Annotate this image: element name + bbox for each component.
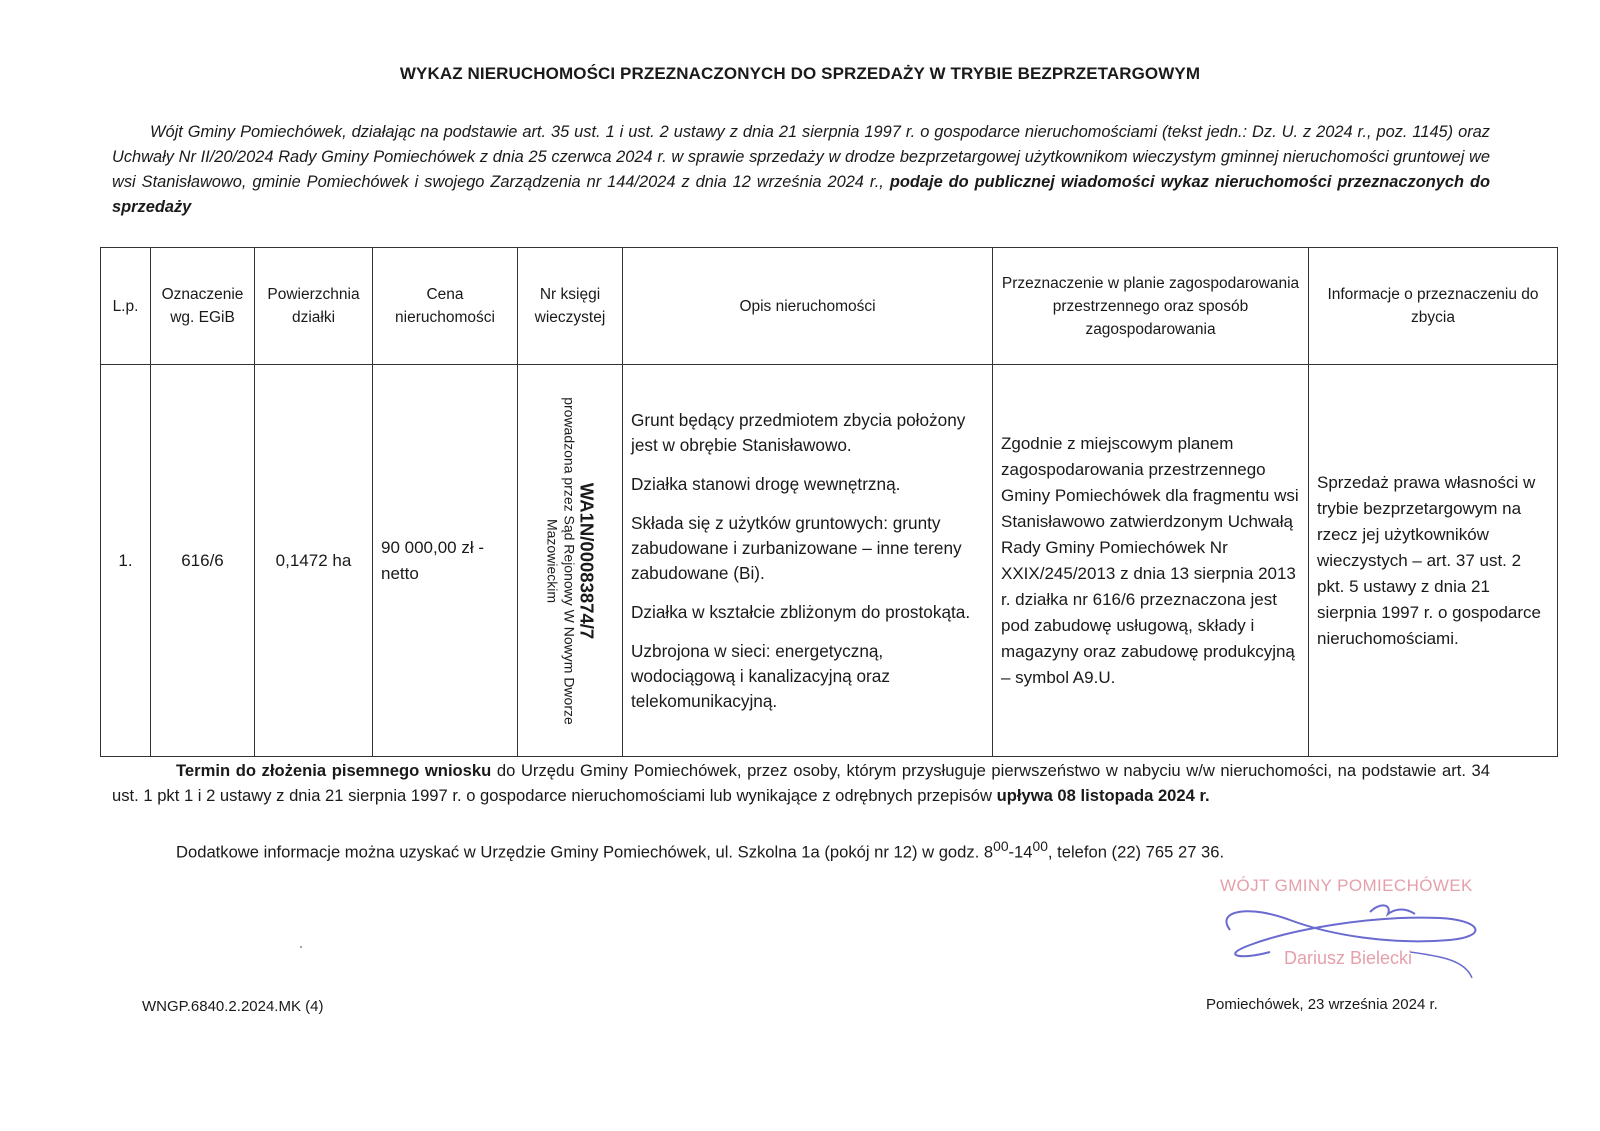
header-egib: Oznaczenie wg. EGiB bbox=[151, 248, 255, 365]
cell-kw bbox=[518, 365, 623, 757]
description-line: Składa się z użytków gruntowych: grunty zabudowane i zurbanizowane – inne tereny zabudowane (Bi). bbox=[631, 512, 962, 583]
place-date: Pomiechówek, 23 września 2024 r. bbox=[1206, 996, 1438, 1013]
description-line: Grunt będący przedmiotem zbycia położony jest w obrębie Stanisławowo. bbox=[631, 409, 966, 455]
contact-dash: -14 bbox=[1008, 842, 1033, 862]
contact-sup-start: 00 bbox=[993, 838, 1009, 854]
header-kw: Nr księgi wieczystej bbox=[518, 248, 623, 365]
header-lp: L.p. bbox=[101, 248, 151, 365]
header-desc: Opis nieruchomości bbox=[623, 248, 993, 365]
cell-egib: 616/6 bbox=[151, 365, 255, 757]
cell-lp: 1. bbox=[101, 365, 151, 757]
contact-text-start: Dodatkowe informacje można uzyskać w Urzędzie Gminy Pomiechówek, ul. Szkolna 1a (pokój nr 12) w godz. 8 bbox=[176, 842, 994, 862]
deadline-bold-end: upływa 08 listopada 2024 r. bbox=[996, 786, 1210, 805]
description-line: Działka w kształcie zbliżonym do prostokąta. bbox=[631, 601, 971, 622]
property-table bbox=[100, 247, 1558, 757]
signature-stroke bbox=[1410, 952, 1472, 978]
document-title: WYKAZ NIERUCHOMOŚCI PRZEZNACZONYCH DO SPRZEDAŻY W TRYBIE BEZPRZETARGOWYM bbox=[399, 64, 1201, 83]
signature-stamp bbox=[1220, 876, 1520, 976]
kw-court: prowadzona przez Sąd Rejonowy W Nowym Dworze Mazowieckim bbox=[544, 396, 578, 725]
cell-price: 90 000,00 zł - netto bbox=[373, 365, 518, 757]
intro-bold-text: podaje do publicznej wiadomości wykaz nieruchomości przeznaczonych do sprzedaży bbox=[112, 173, 1490, 216]
contact-sup-end: 00 bbox=[1032, 838, 1048, 854]
cell-info: Sprzedaż prawa własności w trybie bezprzetargowym na rzecz jej użytkowników wieczystych – art. 37 ust. 2 pkt. 5 ustawy z dnia 21 sierpnia 1997 r. o gospodarce nieruchomościami. bbox=[1309, 365, 1558, 757]
deadline-bold-start: Termin do złożenia pisemnego wniosku bbox=[176, 761, 492, 780]
intro-text: Wójt Gminy Pomiechówek, działając na podstawie art. 35 ust. 1 i ust. 2 ustawy z dnia 21 sierpnia 1997 r. o gospodarce nieruchomościami (tekst jedn.: Dz. U. z 2024 r., poz. 1145) oraz Uchwały Nr II/20/2024 Rady Gminy Pomiechówek z dnia 25 czerwca 2024 r. w sprawie sprzedaży w drodze bezprzetargowej użytkownikom wieczystym gminnej nieruchomości gruntowej we wsi Stanisławowo, gminie Pomiechówek i swojego Zarządzenia nr 144/2024 z dnia 12 września 2024 r., bbox=[112, 123, 1490, 191]
cell-description bbox=[623, 365, 993, 757]
signature-stroke bbox=[1370, 905, 1415, 914]
description-line: Uzbrojona w sieci: energetyczną, wodociągową i kanalizacyjną oraz telekomunikacyjną. bbox=[631, 640, 890, 711]
header-price: Cena nieruchomości bbox=[373, 248, 518, 365]
stamp-name: Dariusz Bielecki bbox=[1284, 948, 1413, 968]
deadline-middle: do Urzędu Gminy Pomiechówek, przez osoby, którym przysługuje pierwszeństwo w nabyciu w/w nieruchomości, na podstawie art. 34 ust. 1 pkt 1 i 2 ustawy z dnia 21 sierpnia 1997 r. o gospodarce nieruchomościami lub wynikające z odrębnych przepisów bbox=[112, 761, 1490, 805]
contact-paragraph bbox=[176, 834, 1224, 865]
reference-number: WNGP.6840.2.2024.MK (4) bbox=[142, 998, 324, 1015]
kw-number: WA1N/00083874/7 bbox=[576, 482, 598, 639]
table-row bbox=[101, 365, 1558, 757]
table-header-row bbox=[101, 248, 1558, 365]
cell-area: 0,1472 ha bbox=[255, 365, 373, 757]
description-line: Działka stanowi drogę wewnętrzną. bbox=[631, 473, 901, 494]
header-plan: Przeznaczenie w planie zagospodarowania przestrzennego oraz sposób zagospodarowania bbox=[993, 248, 1309, 365]
header-info: Informacje o przeznaczeniu do zbycia bbox=[1309, 248, 1558, 365]
kw-rotated-block bbox=[544, 391, 597, 731]
cell-plan: Zgodnie z miejscowym planem zagospodarowania przestrzennego Gminy Pomiechówek dla fragmentu wsi Stanisławowo zatwierdzonym Uchwałą Rady Gminy Pomiechówek Nr XXIX/245/2013 z dnia 13 sierpnia 2013 r. działka nr 616/6 przeznaczona jest pod zabudowę usługową, składy i magazyny oraz zabudowę produkcyjną – symbol A9.U. bbox=[993, 365, 1309, 757]
stamp-title: WÓJT GMINY POMIECHÓWEK bbox=[1220, 876, 1473, 895]
intro-paragraph bbox=[112, 120, 1490, 220]
header-area: Powierzchnia działki bbox=[255, 248, 373, 365]
contact-text-end: , telefon (22) 765 27 36. bbox=[1047, 842, 1225, 862]
deadline-paragraph bbox=[112, 758, 1490, 808]
scan-speck bbox=[300, 946, 302, 948]
